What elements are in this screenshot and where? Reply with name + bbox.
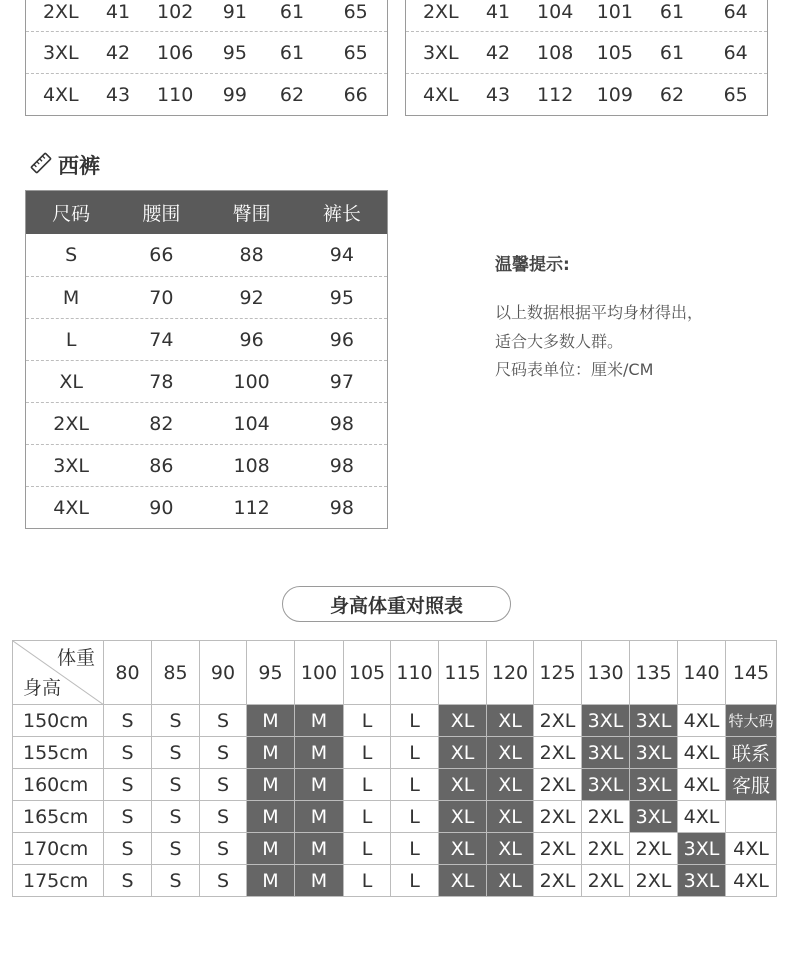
table-cell: 92: [239, 286, 264, 309]
weight-header: 95: [247, 641, 295, 705]
size-cell: S: [200, 833, 247, 865]
table-cell: 3XL: [42, 41, 79, 64]
table-cell: 65: [343, 41, 368, 64]
table-cell: 96: [329, 328, 354, 351]
size-cell: M: [247, 737, 295, 769]
weight-header: 85: [152, 641, 200, 705]
size-cell: XL: [439, 801, 487, 833]
size-cell: 2XL: [582, 865, 630, 897]
table-row: [13, 865, 777, 897]
contact-service-cell: 联系: [726, 737, 777, 769]
table-row: [13, 737, 777, 769]
table-cell: 64: [723, 41, 748, 64]
size-cell: S: [104, 705, 152, 737]
size-cell: S: [152, 705, 200, 737]
size-cell: XL: [487, 833, 534, 865]
size-cell: S: [152, 769, 200, 801]
table-cell: 66: [149, 244, 174, 266]
tip-title: 温馨提示:: [495, 255, 570, 275]
table-cell: 2XL: [422, 1, 459, 23]
size-cell: S: [200, 769, 247, 801]
table-cell: 98: [329, 412, 354, 435]
table-cell: 96: [239, 328, 264, 351]
table-cell: 112: [233, 496, 270, 519]
size-cell: XL: [439, 705, 487, 737]
table-cell: 61: [279, 41, 305, 64]
size-cell: 3XL: [582, 737, 630, 769]
size-cell: 3XL: [678, 865, 726, 897]
table-row: [406, 31, 767, 73]
weight-header: 90: [200, 641, 247, 705]
table-cell: 110: [157, 83, 194, 106]
table-cell: 82: [149, 412, 174, 435]
size-cell: XL: [439, 833, 487, 865]
table-cell: 104: [537, 1, 574, 23]
size-cell: L: [344, 833, 391, 865]
pants-table-header: [26, 191, 387, 234]
table-row: [13, 801, 777, 833]
weight-header: 135: [630, 641, 678, 705]
table-cell: 62: [659, 83, 685, 106]
size-cell: 4XL: [678, 737, 726, 769]
table-row: [26, 234, 387, 276]
size-cell: 3XL: [582, 769, 630, 801]
table-cell: 74: [149, 328, 174, 351]
size-cell: XL: [487, 769, 534, 801]
table-cell: 41: [485, 1, 511, 23]
weight-header: 110: [391, 641, 439, 705]
weight-header: 105: [344, 641, 391, 705]
table-row: [406, 73, 767, 115]
table-cell: L: [65, 328, 77, 351]
size-cell: 2XL: [582, 833, 630, 865]
table-cell: 62: [279, 83, 305, 106]
size-cell: 3XL: [630, 705, 678, 737]
size-cell: 2XL: [630, 833, 678, 865]
table-cell: 97: [329, 370, 354, 393]
table-row: [26, 73, 387, 115]
height-label: 155cm: [13, 737, 104, 769]
size-cell: 4XL: [726, 833, 777, 865]
size-cell: 2XL: [534, 865, 582, 897]
size-cell: L: [391, 801, 439, 833]
table-cell: 98: [329, 454, 354, 477]
size-cell: S: [200, 737, 247, 769]
table-cell: 104: [233, 412, 270, 435]
table-row: [13, 769, 777, 801]
table-cell: 4XL: [53, 496, 89, 519]
contact-service-cell: 特大码: [726, 705, 777, 737]
height-weight-chart-title: 身高体重对照表: [282, 586, 511, 622]
table-cell: 2XL: [42, 1, 79, 23]
table-cell: 105: [596, 41, 633, 64]
size-cell: L: [344, 705, 391, 737]
table-cell: 4XL: [42, 83, 79, 106]
column-header: 裤长: [322, 203, 361, 225]
size-cell: 2XL: [534, 769, 582, 801]
height-label: 150cm: [13, 705, 104, 737]
table-cell: 3XL: [422, 41, 459, 64]
table-cell: 66: [343, 83, 368, 106]
size-cell: XL: [487, 705, 534, 737]
warm-tip: [495, 250, 775, 385]
size-cell: 3XL: [678, 833, 726, 865]
height-label: 175cm: [13, 865, 104, 897]
size-cell: S: [200, 801, 247, 833]
table-row: [26, 402, 387, 444]
table-cell: 65: [343, 1, 368, 23]
table-cell: 78: [149, 370, 174, 393]
size-cell: XL: [487, 865, 534, 897]
table-cell: 98: [329, 496, 354, 519]
weight-header: 120: [487, 641, 534, 705]
table-corner-header: [13, 641, 104, 705]
weight-header: 130: [582, 641, 630, 705]
size-cell: L: [391, 737, 439, 769]
table-cell: 61: [659, 1, 685, 23]
weight-header: 100: [295, 641, 344, 705]
table-cell: 64: [723, 1, 748, 23]
table-cell: 43: [485, 83, 511, 106]
height-label: 170cm: [13, 833, 104, 865]
size-cell: L: [344, 737, 391, 769]
pants-title-label: 西裤: [58, 154, 100, 178]
table-cell: 61: [659, 41, 685, 64]
table-cell: 3XL: [53, 454, 89, 477]
table-cell: XL: [59, 370, 83, 393]
table-row: [26, 360, 387, 402]
weight-header: 125: [534, 641, 582, 705]
size-cell: XL: [487, 801, 534, 833]
size-cell: L: [391, 833, 439, 865]
table-cell: 108: [233, 454, 270, 477]
table-cell: 65: [723, 83, 748, 106]
table-cell: 90: [149, 496, 174, 519]
table-row: [26, 486, 387, 528]
size-cell: S: [104, 769, 152, 801]
table-cell: 108: [537, 41, 574, 64]
height-label: 165cm: [13, 801, 104, 833]
table-cell: 41: [105, 1, 131, 23]
weight-header: 140: [678, 641, 726, 705]
table-cell: 99: [222, 83, 247, 106]
table-cell: 86: [149, 454, 174, 477]
size-cell: 2XL: [534, 833, 582, 865]
size-cell: XL: [487, 737, 534, 769]
size-cell: S: [104, 737, 152, 769]
size-cell: XL: [439, 737, 487, 769]
weight-header: 80: [104, 641, 152, 705]
size-cell: 3XL: [582, 705, 630, 737]
size-cell: 2XL: [582, 801, 630, 833]
table-cell: 91: [222, 1, 247, 23]
size-cell: S: [200, 865, 247, 897]
pants-section-title: [30, 150, 100, 180]
size-cell: XL: [439, 769, 487, 801]
table-cell: 106: [157, 41, 194, 64]
tip-line: 适合大多数人群。: [495, 331, 624, 351]
table-row: [26, 318, 387, 360]
size-cell: 4XL: [726, 865, 777, 897]
jacket-size-table-left: [25, 0, 388, 116]
height-weight-table: [12, 640, 777, 897]
column-header: 臀围: [232, 203, 271, 225]
column-header: 尺码: [52, 203, 91, 225]
size-cell: 4XL: [678, 705, 726, 737]
pants-size-table: [25, 190, 388, 529]
table-cell: 61: [279, 1, 305, 23]
table-cell: 94: [329, 244, 354, 266]
size-cell: M: [247, 865, 295, 897]
size-cell: M: [295, 833, 344, 865]
size-cell: 4XL: [678, 801, 726, 833]
size-cell: S: [152, 833, 200, 865]
table-cell: 88: [239, 244, 264, 266]
table-row: [26, 444, 387, 486]
size-cell: S: [104, 801, 152, 833]
table-cell: 42: [105, 41, 131, 64]
size-cell: S: [152, 737, 200, 769]
tip-line: 以上数据根据平均身材得出，: [495, 303, 704, 322]
table-row: [26, 0, 387, 31]
contact-service-cell: 客服: [726, 769, 777, 801]
height-axis-label: 身高: [23, 677, 62, 699]
column-header: 腰围: [142, 203, 181, 225]
table-cell: 70: [149, 286, 174, 309]
table-cell: 43: [105, 83, 131, 106]
table-row: [26, 31, 387, 73]
table-cell: 109: [596, 83, 633, 106]
table-cell: 42: [485, 41, 511, 64]
size-cell: S: [104, 865, 152, 897]
size-cell: 4XL: [678, 769, 726, 801]
size-cell: [726, 801, 777, 833]
size-cell: L: [391, 769, 439, 801]
table-cell: 95: [222, 41, 247, 64]
ruler-icon: [30, 152, 52, 178]
size-cell: 3XL: [630, 769, 678, 801]
table-row: [13, 705, 777, 737]
size-cell: L: [344, 769, 391, 801]
size-cell: 2XL: [534, 801, 582, 833]
size-cell: 2XL: [534, 705, 582, 737]
size-cell: M: [295, 801, 344, 833]
size-cell: L: [344, 865, 391, 897]
size-cell: M: [247, 705, 295, 737]
size-cell: M: [295, 769, 344, 801]
table-cell: 4XL: [422, 83, 459, 106]
table-cell: 112: [537, 83, 574, 106]
jacket-size-table-right: [405, 0, 768, 116]
table-cell: 101: [596, 1, 633, 23]
size-cell: M: [295, 865, 344, 897]
size-cell: 3XL: [630, 801, 678, 833]
size-cell: S: [104, 833, 152, 865]
table-row: [26, 276, 387, 318]
size-cell: S: [152, 801, 200, 833]
size-cell: M: [247, 801, 295, 833]
size-cell: M: [295, 705, 344, 737]
table-row: [406, 0, 767, 31]
height-label: 160cm: [13, 769, 104, 801]
weight-header: 115: [439, 641, 487, 705]
table-cell: 102: [157, 1, 194, 23]
table-cell: S: [65, 244, 78, 266]
table-cell: 100: [233, 370, 270, 393]
size-cell: XL: [439, 865, 487, 897]
table-cell: 2XL: [53, 412, 89, 435]
size-cell: M: [247, 833, 295, 865]
tip-line: 尺码表单位：厘米/CM: [495, 360, 654, 379]
size-cell: M: [247, 769, 295, 801]
weight-header: 145: [726, 641, 777, 705]
size-cell: 2XL: [534, 737, 582, 769]
size-cell: 3XL: [630, 737, 678, 769]
table-row: [13, 833, 777, 865]
size-cell: M: [295, 737, 344, 769]
size-cell: L: [391, 865, 439, 897]
size-cell: 2XL: [630, 865, 678, 897]
size-cell: L: [391, 705, 439, 737]
table-cell: 95: [329, 286, 354, 309]
table-cell: M: [62, 286, 80, 309]
size-cell: L: [344, 801, 391, 833]
size-cell: S: [200, 705, 247, 737]
weight-axis-label: 体重: [56, 647, 95, 669]
size-cell: S: [152, 865, 200, 897]
